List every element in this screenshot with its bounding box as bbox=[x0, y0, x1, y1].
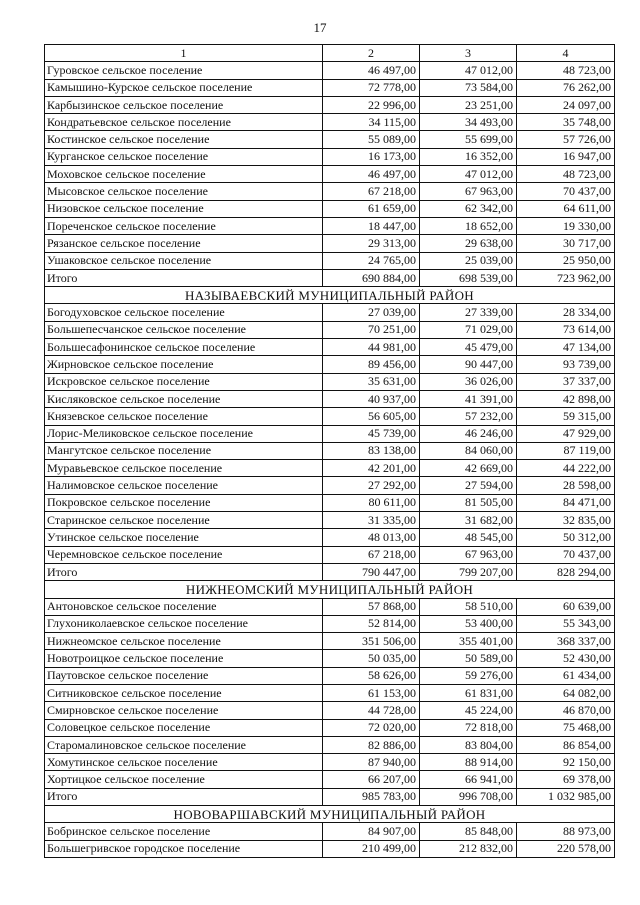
amount-cell: 52 814,00 bbox=[323, 615, 420, 632]
table-row bbox=[45, 771, 615, 788]
table-row bbox=[45, 840, 615, 857]
settlement-name: Старомалиновское сельское поселение bbox=[45, 736, 323, 753]
amount-cell: 29 638,00 bbox=[420, 235, 517, 252]
amount-cell: 828 294,00 bbox=[517, 563, 615, 580]
amount-cell: 55 089,00 bbox=[323, 131, 420, 148]
amount-cell: 58 626,00 bbox=[323, 667, 420, 684]
table-row bbox=[45, 96, 615, 113]
settlement-name: Ушаковское сельское поселение bbox=[45, 252, 323, 269]
amount-cell: 61 831,00 bbox=[420, 684, 517, 701]
amount-cell: 22 996,00 bbox=[323, 96, 420, 113]
amount-cell: 698 539,00 bbox=[420, 269, 517, 286]
amount-cell: 76 262,00 bbox=[517, 79, 615, 96]
amount-cell: 59 276,00 bbox=[420, 667, 517, 684]
table-row bbox=[45, 339, 615, 356]
amount-cell: 87 119,00 bbox=[517, 442, 615, 459]
table-row bbox=[45, 823, 615, 840]
amount-cell: 61 659,00 bbox=[323, 200, 420, 217]
amount-cell: 83 804,00 bbox=[420, 736, 517, 753]
amount-cell: 86 854,00 bbox=[517, 736, 615, 753]
amount-cell: 35 748,00 bbox=[517, 114, 615, 131]
table-row bbox=[45, 667, 615, 684]
settlement-name: Хортицкое сельское поселение bbox=[45, 771, 323, 788]
amount-cell: 85 848,00 bbox=[420, 823, 517, 840]
table-row bbox=[45, 477, 615, 494]
amount-cell: 48 723,00 bbox=[517, 62, 615, 79]
table-row bbox=[45, 183, 615, 200]
settlement-name: Камышино-Курское сельское поселение bbox=[45, 79, 323, 96]
amount-cell: 82 886,00 bbox=[323, 736, 420, 753]
settlement-name: Гуровское сельское поселение bbox=[45, 62, 323, 79]
amount-cell: 27 339,00 bbox=[420, 304, 517, 321]
amount-cell: 16 173,00 bbox=[323, 148, 420, 165]
amount-cell: 67 218,00 bbox=[323, 183, 420, 200]
amount-cell: 70 437,00 bbox=[517, 546, 615, 563]
settlement-name: Карбызинское сельское поселение bbox=[45, 96, 323, 113]
settlement-name: Налимовское сельское поселение bbox=[45, 477, 323, 494]
amount-cell: 42 201,00 bbox=[323, 460, 420, 477]
amount-cell: 29 313,00 bbox=[323, 235, 420, 252]
settlement-name: Кисляковское сельское поселение bbox=[45, 390, 323, 407]
settlement-name: Старинское сельское поселение bbox=[45, 512, 323, 529]
amount-cell: 83 138,00 bbox=[323, 442, 420, 459]
total-row bbox=[45, 788, 615, 805]
amount-cell: 34 115,00 bbox=[323, 114, 420, 131]
amount-cell: 67 963,00 bbox=[420, 546, 517, 563]
settlement-name: Муравьевское сельское поселение bbox=[45, 460, 323, 477]
amount-cell: 84 471,00 bbox=[517, 494, 615, 511]
amount-cell: 35 631,00 bbox=[323, 373, 420, 390]
table-row bbox=[45, 79, 615, 96]
amount-cell: 73 584,00 bbox=[420, 79, 517, 96]
settlement-name: Большегривское городское поселение bbox=[45, 840, 323, 857]
settlement-name: Большесафонинское сельское поселение bbox=[45, 339, 323, 356]
amount-cell: 210 499,00 bbox=[323, 840, 420, 857]
amount-cell: 351 506,00 bbox=[323, 633, 420, 650]
table-row bbox=[45, 321, 615, 338]
amount-cell: 42 898,00 bbox=[517, 390, 615, 407]
amount-cell: 89 456,00 bbox=[323, 356, 420, 373]
amount-cell: 40 937,00 bbox=[323, 390, 420, 407]
budget-table bbox=[44, 44, 615, 858]
table-row bbox=[45, 529, 615, 546]
amount-cell: 42 669,00 bbox=[420, 460, 517, 477]
amount-cell: 88 973,00 bbox=[517, 823, 615, 840]
table-row bbox=[45, 356, 615, 373]
amount-cell: 57 232,00 bbox=[420, 408, 517, 425]
amount-cell: 48 545,00 bbox=[420, 529, 517, 546]
amount-cell: 84 907,00 bbox=[323, 823, 420, 840]
district-header-row bbox=[45, 581, 615, 598]
settlement-name: Утинское сельское поселение bbox=[45, 529, 323, 546]
amount-cell: 73 614,00 bbox=[517, 321, 615, 338]
amount-cell: 52 430,00 bbox=[517, 650, 615, 667]
table-row bbox=[45, 598, 615, 615]
settlement-name: Нижнеомское сельское поселение bbox=[45, 633, 323, 650]
amount-cell: 31 682,00 bbox=[420, 512, 517, 529]
table-row bbox=[45, 650, 615, 667]
amount-cell: 34 493,00 bbox=[420, 114, 517, 131]
settlement-name: Кондратьевское сельское поселение bbox=[45, 114, 323, 131]
amount-cell: 45 479,00 bbox=[420, 339, 517, 356]
page-number: 17 bbox=[313, 20, 327, 35]
district-name: НАЗЫВАЕВСКИЙ МУНИЦИПАЛЬНЫЙ РАЙОН bbox=[45, 287, 615, 304]
district-header-row bbox=[45, 806, 615, 823]
column-header: 1 bbox=[45, 45, 323, 62]
table-row bbox=[45, 62, 615, 79]
settlement-name: Смирновское сельское поселение bbox=[45, 702, 323, 719]
amount-cell: 46 497,00 bbox=[323, 62, 420, 79]
amount-cell: 16 947,00 bbox=[517, 148, 615, 165]
amount-cell: 72 818,00 bbox=[420, 719, 517, 736]
column-header-row bbox=[45, 45, 615, 62]
amount-cell: 690 884,00 bbox=[323, 269, 420, 286]
settlement-name: Покровское сельское поселение bbox=[45, 494, 323, 511]
settlement-name: Паутовское сельское поселение bbox=[45, 667, 323, 684]
amount-cell: 57 868,00 bbox=[323, 598, 420, 615]
table-row bbox=[45, 131, 615, 148]
amount-cell: 23 251,00 bbox=[420, 96, 517, 113]
amount-cell: 80 611,00 bbox=[323, 494, 420, 511]
amount-cell: 723 962,00 bbox=[517, 269, 615, 286]
table-row bbox=[45, 425, 615, 442]
amount-cell: 45 224,00 bbox=[420, 702, 517, 719]
amount-cell: 25 039,00 bbox=[420, 252, 517, 269]
amount-cell: 37 337,00 bbox=[517, 373, 615, 390]
settlement-name: Антоновское сельское поселение bbox=[45, 598, 323, 615]
amount-cell: 24 097,00 bbox=[517, 96, 615, 113]
amount-cell: 50 589,00 bbox=[420, 650, 517, 667]
amount-cell: 28 598,00 bbox=[517, 477, 615, 494]
amount-cell: 71 029,00 bbox=[420, 321, 517, 338]
amount-cell: 48 723,00 bbox=[517, 166, 615, 183]
amount-cell: 88 914,00 bbox=[420, 754, 517, 771]
amount-cell: 70 437,00 bbox=[517, 183, 615, 200]
settlement-name: Лорис-Меликовское сельское поселение bbox=[45, 425, 323, 442]
column-header: 2 bbox=[323, 45, 420, 62]
settlement-name: Итого bbox=[45, 269, 323, 286]
table-row bbox=[45, 719, 615, 736]
amount-cell: 19 330,00 bbox=[517, 217, 615, 234]
amount-cell: 66 941,00 bbox=[420, 771, 517, 788]
table-row bbox=[45, 494, 615, 511]
amount-cell: 25 950,00 bbox=[517, 252, 615, 269]
amount-cell: 220 578,00 bbox=[517, 840, 615, 857]
amount-cell: 36 026,00 bbox=[420, 373, 517, 390]
amount-cell: 790 447,00 bbox=[323, 563, 420, 580]
table-row bbox=[45, 546, 615, 563]
amount-cell: 56 605,00 bbox=[323, 408, 420, 425]
table-row bbox=[45, 408, 615, 425]
amount-cell: 57 726,00 bbox=[517, 131, 615, 148]
table-row bbox=[45, 460, 615, 477]
amount-cell: 64 082,00 bbox=[517, 684, 615, 701]
amount-cell: 55 343,00 bbox=[517, 615, 615, 632]
amount-cell: 1 032 985,00 bbox=[517, 788, 615, 805]
amount-cell: 27 039,00 bbox=[323, 304, 420, 321]
table-row bbox=[45, 235, 615, 252]
table-row bbox=[45, 633, 615, 650]
amount-cell: 64 611,00 bbox=[517, 200, 615, 217]
amount-cell: 996 708,00 bbox=[420, 788, 517, 805]
amount-cell: 66 207,00 bbox=[323, 771, 420, 788]
total-row bbox=[45, 563, 615, 580]
table-row bbox=[45, 512, 615, 529]
table-row bbox=[45, 148, 615, 165]
amount-cell: 72 778,00 bbox=[323, 79, 420, 96]
amount-cell: 61 153,00 bbox=[323, 684, 420, 701]
district-header-row bbox=[45, 287, 615, 304]
amount-cell: 45 739,00 bbox=[323, 425, 420, 442]
amount-cell: 368 337,00 bbox=[517, 633, 615, 650]
amount-cell: 62 342,00 bbox=[420, 200, 517, 217]
table-row bbox=[45, 114, 615, 131]
settlement-name: Рязанское сельское поселение bbox=[45, 235, 323, 252]
column-header: 3 bbox=[420, 45, 517, 62]
amount-cell: 24 765,00 bbox=[323, 252, 420, 269]
amount-cell: 32 835,00 bbox=[517, 512, 615, 529]
amount-cell: 72 020,00 bbox=[323, 719, 420, 736]
settlement-name: Богодуховское сельское поселение bbox=[45, 304, 323, 321]
settlement-name: Итого bbox=[45, 788, 323, 805]
table-row bbox=[45, 684, 615, 701]
settlement-name: Большепесчанское сельское поселение bbox=[45, 321, 323, 338]
table-row bbox=[45, 615, 615, 632]
amount-cell: 16 352,00 bbox=[420, 148, 517, 165]
settlement-name: Мысовское сельское поселение bbox=[45, 183, 323, 200]
table-row bbox=[45, 736, 615, 753]
amount-cell: 47 012,00 bbox=[420, 166, 517, 183]
amount-cell: 55 699,00 bbox=[420, 131, 517, 148]
settlement-name: Бобринское сельское поселение bbox=[45, 823, 323, 840]
amount-cell: 47 012,00 bbox=[420, 62, 517, 79]
amount-cell: 70 251,00 bbox=[323, 321, 420, 338]
amount-cell: 18 652,00 bbox=[420, 217, 517, 234]
amount-cell: 61 434,00 bbox=[517, 667, 615, 684]
amount-cell: 44 222,00 bbox=[517, 460, 615, 477]
amount-cell: 58 510,00 bbox=[420, 598, 517, 615]
amount-cell: 53 400,00 bbox=[420, 615, 517, 632]
settlement-name: Новотроицкое сельское поселение bbox=[45, 650, 323, 667]
amount-cell: 60 639,00 bbox=[517, 598, 615, 615]
total-row bbox=[45, 269, 615, 286]
settlement-name: Низовское сельское поселение bbox=[45, 200, 323, 217]
table-row bbox=[45, 373, 615, 390]
amount-cell: 81 505,00 bbox=[420, 494, 517, 511]
amount-cell: 50 312,00 bbox=[517, 529, 615, 546]
amount-cell: 985 783,00 bbox=[323, 788, 420, 805]
table-row bbox=[45, 442, 615, 459]
district-name: НИЖНЕОМСКИЙ МУНИЦИПАЛЬНЫЙ РАЙОН bbox=[45, 581, 615, 598]
amount-cell: 47 134,00 bbox=[517, 339, 615, 356]
settlement-name: Князевское сельское поселение bbox=[45, 408, 323, 425]
district-name: НОВОВАРШАВСКИЙ МУНИЦИПАЛЬНЫЙ РАЙОН bbox=[45, 806, 615, 823]
amount-cell: 355 401,00 bbox=[420, 633, 517, 650]
settlement-name: Мангутское сельское поселение bbox=[45, 442, 323, 459]
settlement-name: Костинское сельское поселение bbox=[45, 131, 323, 148]
settlement-name: Моховское сельское поселение bbox=[45, 166, 323, 183]
amount-cell: 28 334,00 bbox=[517, 304, 615, 321]
amount-cell: 44 981,00 bbox=[323, 339, 420, 356]
amount-cell: 67 218,00 bbox=[323, 546, 420, 563]
amount-cell: 18 447,00 bbox=[323, 217, 420, 234]
amount-cell: 87 940,00 bbox=[323, 754, 420, 771]
table-row bbox=[45, 390, 615, 407]
amount-cell: 47 929,00 bbox=[517, 425, 615, 442]
amount-cell: 69 378,00 bbox=[517, 771, 615, 788]
amount-cell: 46 246,00 bbox=[420, 425, 517, 442]
amount-cell: 67 963,00 bbox=[420, 183, 517, 200]
amount-cell: 31 335,00 bbox=[323, 512, 420, 529]
amount-cell: 44 728,00 bbox=[323, 702, 420, 719]
settlement-name: Искровское сельское поселение bbox=[45, 373, 323, 390]
settlement-name: Пореченское сельское поселение bbox=[45, 217, 323, 234]
table-row bbox=[45, 217, 615, 234]
table-row bbox=[45, 200, 615, 217]
amount-cell: 93 739,00 bbox=[517, 356, 615, 373]
table-row bbox=[45, 754, 615, 771]
amount-cell: 50 035,00 bbox=[323, 650, 420, 667]
table-row bbox=[45, 304, 615, 321]
amount-cell: 84 060,00 bbox=[420, 442, 517, 459]
table-row bbox=[45, 702, 615, 719]
settlement-name: Глухониколаевское сельское поселение bbox=[45, 615, 323, 632]
settlement-name: Хомутинское сельское поселение bbox=[45, 754, 323, 771]
amount-cell: 27 292,00 bbox=[323, 477, 420, 494]
amount-cell: 75 468,00 bbox=[517, 719, 615, 736]
settlement-name: Курганское сельское поселение bbox=[45, 148, 323, 165]
table-row bbox=[45, 166, 615, 183]
settlement-name: Соловецкое сельское поселение bbox=[45, 719, 323, 736]
settlement-name: Ситниковское сельское поселение bbox=[45, 684, 323, 701]
settlement-name: Черемновское сельское поселение bbox=[45, 546, 323, 563]
amount-cell: 30 717,00 bbox=[517, 235, 615, 252]
settlement-name: Итого bbox=[45, 563, 323, 580]
amount-cell: 59 315,00 bbox=[517, 408, 615, 425]
amount-cell: 46 870,00 bbox=[517, 702, 615, 719]
column-header: 4 bbox=[517, 45, 615, 62]
amount-cell: 212 832,00 bbox=[420, 840, 517, 857]
table-row bbox=[45, 252, 615, 269]
amount-cell: 41 391,00 bbox=[420, 390, 517, 407]
amount-cell: 27 594,00 bbox=[420, 477, 517, 494]
amount-cell: 90 447,00 bbox=[420, 356, 517, 373]
settlement-name: Жирновское сельское поселение bbox=[45, 356, 323, 373]
amount-cell: 92 150,00 bbox=[517, 754, 615, 771]
amount-cell: 799 207,00 bbox=[420, 563, 517, 580]
amount-cell: 46 497,00 bbox=[323, 166, 420, 183]
amount-cell: 48 013,00 bbox=[323, 529, 420, 546]
